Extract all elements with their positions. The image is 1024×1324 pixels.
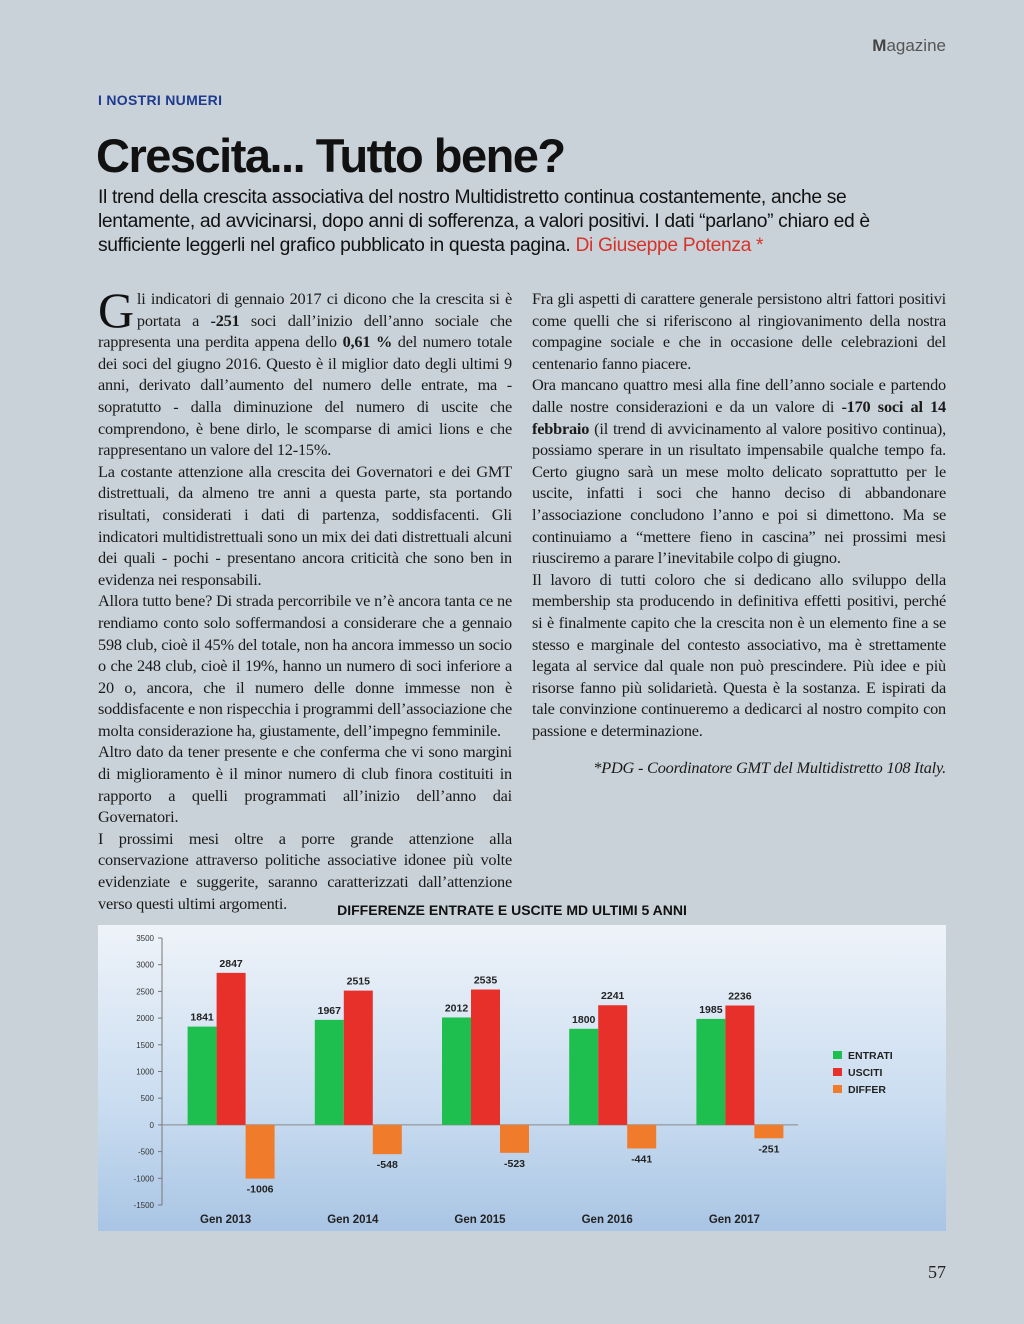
paragraph-1: Gli indicatori di gennaio 2017 ci dicono che la crescita si è portata a -251 soci dall’inizio dell’anno sociale che rappresenta una perdita appena dello 0,61 % del numero totale dei soci del giugno 2016. Questo è il miglior dato degli ultimi 9 anni, derivato dall’aumento del numero delle entrate, ma - sopratutto - dalla diminuzione del numero di uscite che comprendono, è bene dirlo, le scomparse di amici lions e che rappresentano un valore del 12-15%. [98, 282, 512, 460]
data-label: 2847 [219, 957, 243, 970]
data-label: -251 [758, 1143, 780, 1156]
legend-swatch-entrati [833, 1051, 842, 1059]
deck-text: Il trend della crescita associativa del nostro Multidistretto continua costantemente, anche se lentamente, ad avvicinarsi, dopo anni di sofferenza, a valori positivi. I dati “parlano” chiaro ed è sufficiente leggerli nel grafico pubblicato in questa pagina. [98, 187, 870, 256]
x-tick-label: Gen 2014 [327, 1214, 379, 1226]
y-tick-label: 1000 [136, 1067, 154, 1077]
article-column-left [98, 282, 512, 914]
bar-entrati [569, 1029, 598, 1125]
data-label: 2515 [346, 975, 370, 988]
legend-label: DIFFER [848, 1084, 886, 1096]
x-tick-label: Gen 2013 [200, 1214, 252, 1226]
data-label: 1967 [317, 1004, 341, 1017]
legend-label: ENTRATI [848, 1050, 893, 1062]
paragraph-7: Ora mancano quattro mesi alla fine dell’anno sociale e partendo dalle nostre considerazioni e da un valore di -170 soci al 14 febbraio (il trend di avvicinamento al valore positivo continua), possiamo sperare in un risultato impensabile qualche tempo fa. Certo giugno sarà un mese molto delicato soprattutto per le uscite, infatti i soci che hanno deciso di abbandonare l’associazione concludono l’anno e poi si dimettono. Ma se continuiamo a “mettere fieno in cascina” nei prossimi mesi riusciremo a parare l’inevitabile colpo di giugno. [532, 375, 946, 568]
y-tick-label: 2000 [136, 1014, 154, 1024]
bar-differ [754, 1125, 783, 1138]
chart-title: DIFFERENZE ENTRATE E USCITE MD ULTIMI 5 ANNI [337, 902, 687, 918]
y-tick-label: 0 [149, 1120, 154, 1130]
legend-label: USCITI [848, 1067, 883, 1079]
paragraph-4: Altro dato da tener presente e che conferma che vi sono margini di miglioramento è il minor numero di club finora costituiti in rapporto a quelli programmati all’inizio dell’anno dai Governatori. [98, 742, 512, 827]
paragraph-6: Fra gli aspetti di carattere generale persistono altri fattori positivi come quelli che si riferiscono al ringiovanimento della nostra compagine sociale e che in occasione delle celebrazioni del centenario fanno piacere. [532, 289, 946, 373]
data-label: -1006 [246, 1183, 274, 1196]
y-tick-label: 1500 [136, 1040, 154, 1050]
data-label: 2535 [473, 974, 498, 987]
article-body [98, 282, 946, 914]
legend-swatch-differ [833, 1085, 842, 1093]
y-tick-label: 500 [140, 1094, 154, 1104]
bar-usciti [217, 973, 246, 1125]
bar-entrati [188, 1027, 217, 1125]
bar-usciti [344, 991, 373, 1125]
headline: Crescita... Tutto bene? [96, 129, 565, 182]
bar-differ [373, 1125, 402, 1154]
chart-svg [98, 925, 946, 1231]
x-tick-label: Gen 2015 [454, 1214, 506, 1226]
y-tick-label: 3500 [136, 934, 154, 943]
x-tick-label: Gen 2017 [708, 1214, 760, 1226]
data-label: 1985 [699, 1003, 723, 1016]
bar-usciti [598, 1005, 627, 1125]
y-tick-label: -500 [137, 1147, 154, 1157]
y-tick-label: 2500 [136, 987, 154, 997]
data-label: -548 [376, 1159, 398, 1172]
data-label: 2241 [601, 990, 625, 1003]
data-label: 2236 [728, 990, 752, 1003]
data-label: 1841 [190, 1011, 214, 1024]
y-tick-label: -1000 [133, 1174, 154, 1184]
page-number: 57 [928, 1262, 946, 1282]
byline: Di Giuseppe Potenza * [575, 235, 764, 256]
paragraph-8: Il lavoro di tutti coloro che si dedicano allo sviluppo della membership sta producendo in definitiva effetti positivi, perché si è finalmente capito che la crescita non è un elemento fine a se stesso e marginale del contesto associativo, ma è strettamente legata al service dal quale non può prescindere. Più idee e più risorse fanno più solidarietà. Questa è la sostanza. E ispirati da tale convinzione continueremo a dedicarci al nostro compito con passione e determinazione. [532, 569, 946, 740]
magazine-label: Magazine [872, 36, 946, 55]
bar-entrati [442, 1017, 471, 1124]
article-column-right [532, 288, 946, 914]
bar-differ [627, 1125, 656, 1149]
bar-usciti [471, 990, 500, 1125]
author-signature: *PDG - Coordinatore GMT del Multidistretto 108 Italy. [593, 758, 946, 778]
y-tick-label: -1500 [133, 1201, 154, 1210]
data-label: -441 [631, 1153, 653, 1166]
paragraph-3: Allora tutto bene? Di strada percorribile ve n’è ancora tanta ce ne rendiamo conto solo soffermandosi a considerare che a gennaio 598 club, cioè il 45% del totale, non ha ancora immesso un socio o che 248 club, cioè il 19%, hanno un numero di soci inferiore a 20 o, ancora, che il numero delle donne immesse non è soddisfacente e non rispecchia i programmi dell’associazione che molta considerazione ha, giustamente, dell’impegno femminile. [98, 591, 512, 740]
bar-usciti [725, 1005, 754, 1124]
y-tick-label: 3000 [136, 960, 154, 970]
bar-entrati [696, 1019, 725, 1125]
data-label: -523 [503, 1157, 526, 1170]
x-tick-label: Gen 2016 [581, 1214, 633, 1226]
paragraph-5: I prossimi mesi oltre a porre grande attenzione alla conservazione attraverso politiche associative idonee più volte evidenziate e suggerite, saranno caratterizzati dall’attenzione verso questi ultimi argomenti. [98, 828, 512, 913]
legend-swatch-usciti [833, 1068, 842, 1076]
bar-differ [500, 1125, 529, 1153]
data-label: 1800 [572, 1013, 596, 1026]
data-label: 2012 [444, 1002, 469, 1015]
bar-differ [246, 1125, 275, 1179]
bar-entrati [315, 1020, 344, 1125]
bar-chart [98, 925, 946, 1231]
drop-cap: G [98, 282, 134, 338]
section-label: I NOSTRI NUMERI [98, 92, 223, 108]
paragraph-2: La costante attenzione alla crescita dei Governatori e dei GMT distrettuali, da almeno tre anni a questa parte, sta portando risultati, considerati i dati di partenza, soddisfacenti. Gli indicatori multidistrettuali sono un mix dei dati distrettuali alcuni dei quali - pochi - presentano ancora criticità che sono ben in evidenza nei responsabili. [98, 461, 512, 589]
deck [98, 186, 946, 258]
